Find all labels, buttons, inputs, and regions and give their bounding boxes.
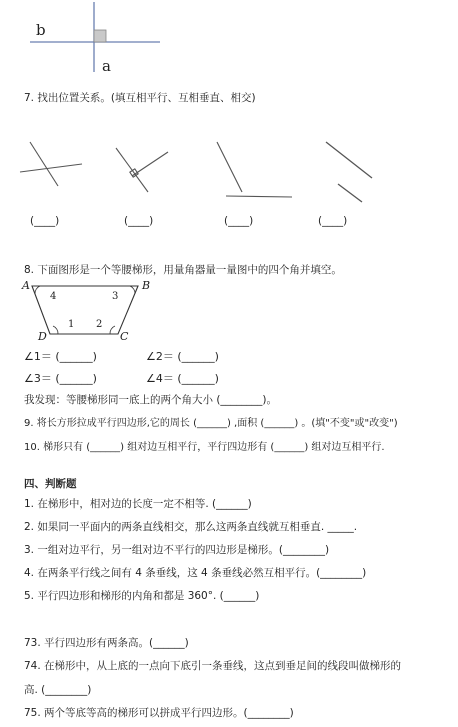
q74-text-line2[interactable]: 高. (________) bbox=[24, 684, 92, 696]
trapezoid-figure bbox=[20, 278, 160, 342]
angle-label-1: 1 bbox=[68, 319, 75, 330]
perpendicular-figure bbox=[30, 0, 170, 80]
q7-figure-4 bbox=[326, 142, 372, 202]
label-C: C bbox=[120, 330, 129, 342]
q73-text[interactable]: 73. 平行四边形有两条高。(______) bbox=[24, 637, 189, 649]
angle-label-4: 4 bbox=[50, 291, 57, 302]
q7-figure-1 bbox=[20, 142, 82, 186]
angle-3-field[interactable]: ∠3＝ (______) bbox=[24, 372, 97, 385]
label-b: b bbox=[36, 21, 46, 39]
q8-text: 8. 下面图形是一个等腰梯形，用量角器量一量图中的四个角并填空。 bbox=[24, 264, 342, 276]
judge-item-2[interactable]: 2. 如果同一平面内的两条直线相交，那么这两条直线就互相垂直. _____. bbox=[24, 521, 358, 533]
q74-text-line1: 74. 在梯形中，从上底的一点向下底引一条垂线，这点到垂足间的线段叫做梯形的 bbox=[24, 660, 402, 672]
angle-label-3: 3 bbox=[112, 291, 119, 302]
judge-item-5[interactable]: 5. 平行四边形和梯形的内角和都是 360°. (______) bbox=[24, 590, 260, 602]
angle-4-field[interactable]: ∠4＝ (______) bbox=[146, 372, 219, 385]
label-A: A bbox=[22, 279, 30, 292]
right-angle-mark bbox=[94, 30, 106, 42]
angle-2-field[interactable]: ∠2＝ (______) bbox=[146, 350, 219, 363]
q7-text: 7. 找出位置关系。(填互相平行、互相垂直、相交) bbox=[24, 92, 256, 104]
q7-figure-3 bbox=[217, 142, 292, 197]
q75-text[interactable]: 75. 两个等底等高的梯形可以拼成平行四边形。(________) bbox=[24, 707, 294, 719]
judge-item-4[interactable]: 4. 在两条平行线之间有 4 条垂线，这 4 条垂线必然互相平行。(________) bbox=[24, 567, 367, 579]
section4-heading: 四、判断题 bbox=[24, 478, 77, 490]
q9-text[interactable]: 9. 将长方形拉成平行四边形,它的周长 (______) ,面积 (______) 。(填"不变"或"改变") bbox=[24, 418, 398, 429]
label-a: a bbox=[102, 57, 111, 75]
judge-item-3[interactable]: 3. 一组对边平行，另一组对边不平行的四边形是梯形。(________) bbox=[24, 544, 330, 556]
angle-1-field[interactable]: ∠1＝ (______) bbox=[24, 350, 97, 363]
q7-figures bbox=[0, 130, 458, 210]
label-B: B bbox=[142, 279, 151, 292]
judge-item-1[interactable]: 1. 在梯形中，相对边的长度一定不相等. (______) bbox=[24, 498, 252, 510]
q7-answer-3[interactable]: (____) bbox=[224, 215, 254, 227]
q7-answer-4[interactable]: (____) bbox=[318, 215, 348, 227]
q7-figure-2 bbox=[116, 148, 168, 192]
q7-answer-1[interactable]: (____) bbox=[30, 215, 60, 227]
q10-text[interactable]: 10. 梯形只有 (______) 组对边互相平行，平行四边形有 (______) 组对边互相平行. bbox=[24, 442, 385, 453]
q8-finding[interactable]: 我发现：等腰梯形同一底上的两个角大小 (________)。 bbox=[24, 394, 278, 406]
label-D: D bbox=[38, 330, 47, 342]
angle-label-2: 2 bbox=[96, 319, 103, 330]
q7-answer-2[interactable]: (____) bbox=[124, 215, 154, 227]
trapezoid bbox=[32, 286, 138, 334]
